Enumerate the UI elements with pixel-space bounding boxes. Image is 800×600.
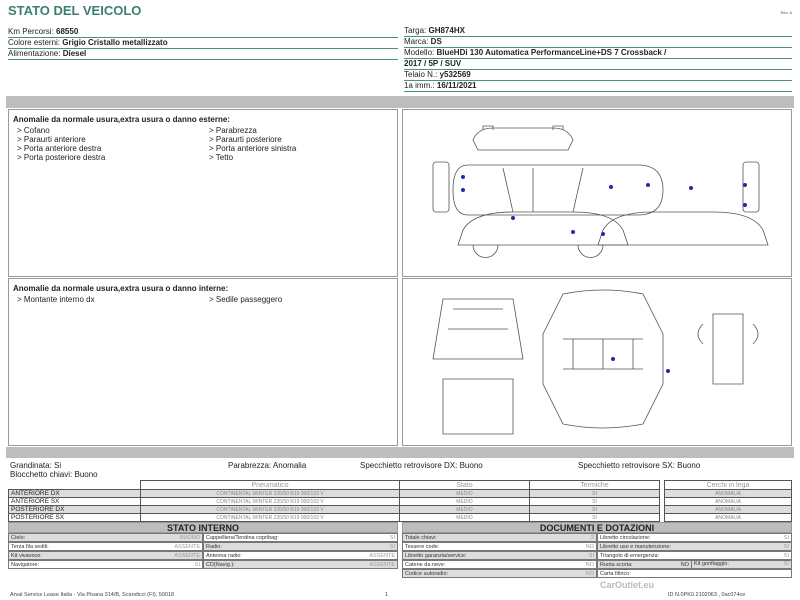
item-cell <box>402 542 597 551</box>
exterior-anomalies-panel <box>8 109 398 277</box>
item-value: ASSENTE <box>174 553 200 559</box>
rim-status: ANOMALIA <box>665 506 792 514</box>
item-label: Antenna radio: <box>206 553 242 559</box>
item-cell <box>597 542 792 551</box>
item-value: SI <box>389 535 395 541</box>
specchietto-sx: Specchietto retrovisore SX: Buono <box>578 461 701 470</box>
item-label: Carta filtrico: <box>600 571 631 577</box>
info-label: Km Percorsi: <box>8 27 57 36</box>
exterior-title: Anomalie da normale usura,extra usura o danno esterne: <box>13 115 230 124</box>
info-value: GH874HX <box>428 26 465 35</box>
info-label: Marca: <box>404 37 431 46</box>
item-value: SI <box>783 553 789 559</box>
anomaly-item: > Porta posteriore destra <box>17 153 106 162</box>
tyre-termiche: SI <box>530 498 660 506</box>
item-label: CD(Navig.): <box>206 562 235 568</box>
item-cell <box>402 533 597 542</box>
col-pneumatico: Pneumatico <box>141 481 400 490</box>
item-value: SI <box>783 544 789 550</box>
anomaly-item: > Tetto <box>209 153 234 162</box>
tyre-table <box>8 480 660 522</box>
item-cell <box>8 542 203 551</box>
item-label: Navigatore: <box>11 562 40 568</box>
page-number: 1 <box>385 592 389 598</box>
interior-title: Anomalie da normale usura,extra usura o danno interne: <box>13 284 229 293</box>
item-label: Ruota scorta: <box>600 562 633 568</box>
info-row <box>404 59 792 70</box>
item-label: Tessere code: <box>405 544 440 550</box>
separator-bar <box>6 447 794 458</box>
anomaly-item: > Paraurti posteriore <box>209 135 282 144</box>
anomaly-item: > Montante interno dx <box>17 295 95 304</box>
interior-diagram-panel <box>402 278 792 446</box>
car-interior-diagram <box>403 279 791 445</box>
item-value: 2 <box>590 535 594 541</box>
item-value: NO <box>680 562 689 568</box>
info-row <box>404 81 792 92</box>
tyre-tyre: CONTINENTAL WINTER 235/50 R19 000/103 V <box>141 498 400 506</box>
grandinata: Grandinata: Si <box>10 461 62 470</box>
item-label: Totale chiavi: <box>405 535 437 541</box>
info-row <box>404 37 792 48</box>
item-value: NO <box>585 562 594 568</box>
info-row <box>404 48 792 59</box>
item-value: BUONO <box>179 535 200 541</box>
item-value: SI <box>588 553 594 559</box>
rim-row <box>665 498 792 506</box>
tyre-stato: MEDIO <box>400 498 530 506</box>
info-row <box>404 26 792 37</box>
item-cell <box>597 533 792 542</box>
tyre-row <box>9 490 660 498</box>
separator-bar <box>6 96 794 108</box>
info-value: BlueHDi 130 Automatica PerformanceLine+DS 7 Crossback / <box>436 48 667 57</box>
exterior-diagram-panel <box>402 109 792 277</box>
info-value: 16/11/2021 <box>436 81 477 90</box>
anomaly-item: > Paraurti anteriore <box>17 135 86 144</box>
rim-row <box>665 514 792 522</box>
item-cell <box>8 551 203 560</box>
info-label: 1a imm.: <box>404 81 437 90</box>
info-value: 2017 / 5P / SUV <box>404 59 462 68</box>
item-label: Catene da neve: <box>405 562 446 568</box>
tyre-termiche: SI <box>530 514 660 522</box>
anomaly-item: > Parabrezza <box>209 126 257 135</box>
interior-anomalies-panel <box>8 278 398 446</box>
document-id: ID N.0PK0.2102063 , 0ac074ce <box>668 592 746 598</box>
tyre-tyre: CONTINENTAL WINTER 235/50 R19 000/103 V <box>141 506 400 514</box>
item-value: SI <box>389 544 395 550</box>
vehicle-info-right <box>404 26 792 92</box>
specchietto-dx: Specchietto retrovisore DX: Buono <box>360 461 483 470</box>
tyre-row <box>9 514 660 522</box>
stato-interno-title: STATO INTERNO <box>8 522 398 533</box>
item-label: Codice autoradio: <box>405 571 449 577</box>
item-value: ASSENTE <box>369 562 395 568</box>
tyre-pos: POSTERIORE SX <box>9 514 141 522</box>
item-cell <box>402 569 597 578</box>
item-value: SI <box>783 561 789 567</box>
item-value: SI <box>194 562 200 568</box>
item-label: Libretto circolazione: <box>600 535 651 541</box>
tyre-termiche: SI <box>530 490 660 498</box>
item-cell <box>203 551 398 560</box>
item-value: NO <box>585 571 594 577</box>
item-label: Kit gonfiaggio: <box>694 561 729 567</box>
car-exterior-diagram <box>403 110 791 276</box>
tyre-pos: ANTERIORE SX <box>9 498 141 506</box>
item-label: Cielo: <box>11 535 26 541</box>
item-label: Libretto uso e manutenzione: <box>600 544 671 550</box>
info-row <box>8 27 398 38</box>
documenti-title: DOCUMENTI E DOTAZIONI <box>402 522 792 533</box>
rim-status: ANOMALIA <box>665 514 792 522</box>
anomaly-item: > Porta anteriore destra <box>17 144 102 153</box>
item-label: Cappelliera/Tendina copribag: <box>206 535 279 541</box>
item-value: SI <box>783 535 789 541</box>
item-cell <box>597 560 792 569</box>
item-value: ASSENTE <box>174 544 200 550</box>
item-cell <box>203 560 398 569</box>
info-label: Alimentazione: <box>8 49 63 58</box>
item-cell <box>402 551 597 560</box>
info-value: y532569 <box>439 70 471 79</box>
tyre-tyre: CONTINENTAL WINTER 235/50 R19 000/103 V <box>141 490 400 498</box>
info-value: 68550 <box>56 27 79 36</box>
watermark-logo: CarOutlet.eu <box>600 580 655 590</box>
info-row <box>8 38 398 49</box>
blocchetto-chiavi: Blocchetto chiavi: Buono <box>10 470 98 479</box>
rim-row <box>665 490 792 498</box>
item-cell <box>402 560 597 569</box>
parabrezza: Parabrezza: Anomalia <box>228 461 307 470</box>
tyre-pos: POSTERIORE DX <box>9 506 141 514</box>
item-label: Terza fila sedili: <box>11 544 49 550</box>
tyre-stato: MEDIO <box>400 490 530 498</box>
col-termiche: Termiche <box>530 481 660 490</box>
anomaly-item: > Sedile passeggero <box>209 295 283 304</box>
item-label: Libretto garanzia/service: <box>405 553 467 559</box>
info-value: Grigio Cristallo metallizzato <box>62 38 168 47</box>
info-label: Telaio N.: <box>404 70 440 79</box>
vehicle-info-left <box>8 27 398 60</box>
page-title: STATO DEL VEICOLO <box>8 3 142 18</box>
info-row <box>8 49 398 60</box>
tyre-row <box>9 506 660 514</box>
item-cell <box>8 533 203 542</box>
rim-status: ANOMALIA <box>665 490 792 498</box>
item-cell <box>8 560 203 569</box>
anomaly-item: > Porta anteriore sinistra <box>209 144 297 153</box>
anomaly-item: > Cofano <box>17 126 50 135</box>
revision: Rev. A <box>780 10 792 15</box>
tyre-pos: ANTERIORE DX <box>9 490 141 498</box>
stato-interno-section <box>8 522 398 569</box>
footer-address: Arval Service Lease Italia - Via Pisana 314/B, Scandicci (FI), 50018 <box>10 592 175 598</box>
tyre-termiche: SI <box>530 506 660 514</box>
info-label: Targa: <box>404 26 429 35</box>
item-cell <box>597 569 792 578</box>
item-value: NO <box>585 544 594 550</box>
info-value: DS <box>430 37 442 46</box>
tyre-stato: MEDIO <box>400 506 530 514</box>
info-label: Colore esterni: <box>8 38 63 47</box>
tyre-tyre: CONTINENTAL WINTER 235/50 R19 000/103 V <box>141 514 400 522</box>
info-row <box>404 70 792 81</box>
item-label: Kit vivavoce: <box>11 553 42 559</box>
item-label: Radio: <box>206 544 222 550</box>
item-cell <box>203 533 398 542</box>
item-value: ASSENTE <box>369 553 395 559</box>
tyre-row <box>9 498 660 506</box>
col-stato: Stato <box>400 481 530 490</box>
info-value: Diesel <box>62 49 87 58</box>
info-label: Modello: <box>404 48 437 57</box>
documenti-section <box>402 522 792 578</box>
item-cell <box>597 551 792 560</box>
rim-row <box>665 506 792 514</box>
item-label: Triangolo di emergenza: <box>600 553 660 559</box>
col-cerchi: Cerchi in lega <box>665 481 792 490</box>
rim-status: ANOMALIA <box>665 498 792 506</box>
kit-gonfiaggio <box>691 560 791 569</box>
rim-table <box>664 480 792 522</box>
tyre-stato: MEDIO <box>400 514 530 522</box>
item-cell <box>203 542 398 551</box>
